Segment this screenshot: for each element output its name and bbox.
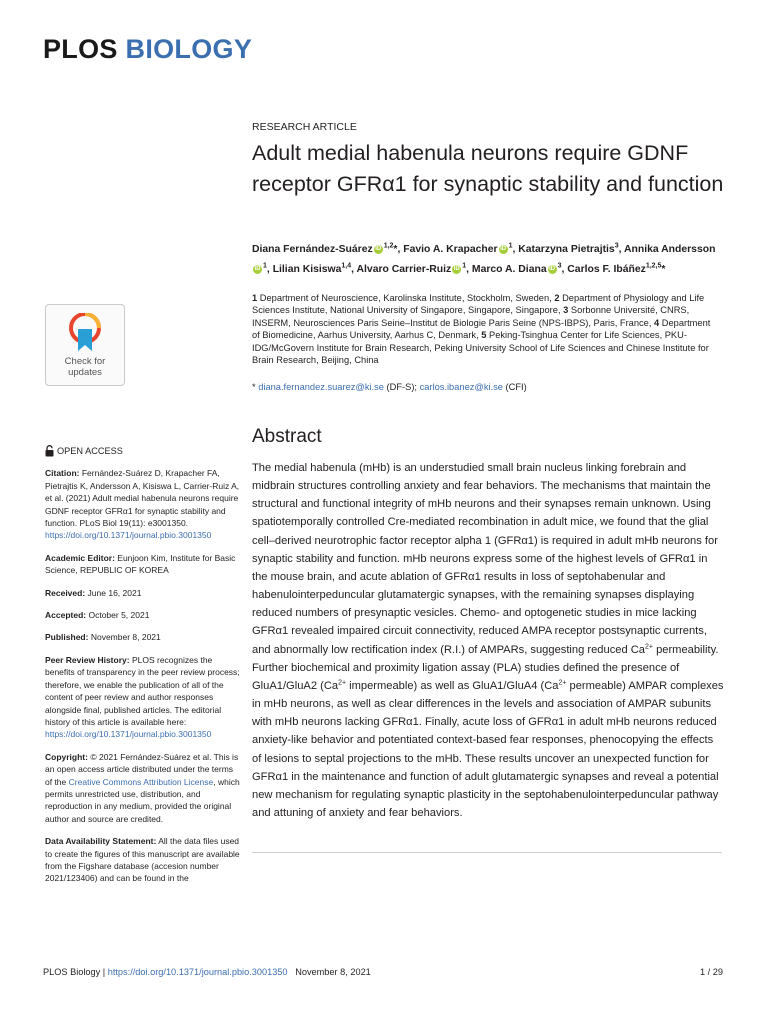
orcid-icon[interactable]: iD: [254, 265, 261, 272]
copyright: Copyright: © 2021 Fernández-Suárez et al. This is an open access article distributed under the terms of the Creative Commons Attribution License, which permits unrestricted use, distribution, and reproduction in any medium, provided the original author and source are credited.: [45, 751, 240, 824]
article-type: RESEARCH ARTICLE: [252, 121, 357, 133]
email-link[interactable]: diana.fernandez.suarez@ki.se: [258, 382, 384, 392]
orcid-icon[interactable]: iD: [453, 265, 460, 272]
footer-citation: PLOS Biology | https://doi.org/10.1371/journal.pbio.3001350 November 8, 2021: [43, 967, 371, 977]
footer-doi-link[interactable]: https://doi.org/10.1371/journal.pbio.3001350: [107, 967, 288, 977]
page-number: 1 / 29: [700, 967, 723, 977]
author: Diana Fernández-Suárez iD $^{1,2}$*,: [252, 243, 404, 256]
badge-label: Check for updates: [64, 356, 106, 378]
orcid-icon[interactable]: iD: [375, 246, 382, 253]
open-access-label: OPEN ACCESS: [45, 445, 241, 457]
doi-link[interactable]: https://doi.org/10.1371/journal.pbio.3001350: [45, 530, 212, 541]
author: Lilian Kisiswa$^{1,4}$,: [272, 262, 357, 275]
author-list: [252, 239, 722, 278]
bookmark-ribbon-icon: [68, 313, 102, 353]
author: Carlos F. Ibáñez$^{1,2,5}$*: [567, 262, 666, 275]
affiliation-text: Peking-Tsinghua Center for Life Sciences, PKU-IDG/McGovern Institute for Brain Research, Peking University School of Life Sciences and Chinese Institute for Brain Research, Beijing, China: [252, 330, 709, 366]
author: Alvaro Carrier-Ruiz iD $^1$,: [356, 262, 472, 275]
data-availability: Data Availability Statement: All the data files used to create the figures of this manuscript are available from the Figshare database (accesion number 2021/123406) and can be found in the: [45, 836, 240, 884]
orcid-icon[interactable]: iD: [500, 246, 507, 253]
affiliations: [252, 292, 720, 366]
affiliation-number: 5: [481, 330, 487, 341]
license-link[interactable]: Creative Commons Attribution License: [68, 776, 214, 787]
affiliation-number: 3: [563, 305, 569, 316]
email-link[interactable]: carlos.ibanez@ki.se: [419, 382, 503, 392]
logo-biology: BIOLOGY: [125, 34, 253, 64]
correspondence: * diana.fernandez.suarez@ki.se (DF-S); carlos.ibanez@ki.se (CFI): [252, 382, 527, 392]
affiliation-number: 2: [554, 293, 560, 303]
published-date: Published: November 8, 2021: [45, 632, 161, 643]
citation: Citation: Fernández-Suárez D, Krapacher FA, Pietrajtis K, Andersson A, Kisiswa L, Carrier-Ruiz A, et al. (2021) Adult medial habenula neurons require GDNF receptor GFRα1 for synaptic stability and function. PLoS Biol 19(11): e3001350. https://doi.org/10.1371/journal.pbio.3001350: [45, 468, 240, 541]
author: Favio A. Krapacher iD $^1$,: [403, 243, 519, 256]
abstract-text: The medial habenula (mHb) is an understudied small brain nucleus linking forebrain and midbrain structures controlling anxiety and fear behaviors. The mechanisms that maintain the structural and functional integrity of mHb neurons and their synapses remain unknown. Using spatiotemporally controlled Cre-mediated recombination in adult mice, we found that the glial cell–derived neurotrophic factor receptor alpha 1 (GFRα1) is required in adult mHb neurons for synaptic stability and function. mHb neurons express some of the highest levels of GFRα1 in the mouse brain, and acute ablation of GFRα1 results in loss of septohabenular and habenulointerpeduncular glutamatergic synapses, with the remaining synapses displaying reduced numbers of presynaptic vesicles. Chemo- and optogenetic studies in mice lacking GFRα1 revealed impaired circuit connectivity, reduced AMPA receptor postsynaptic currents, and abnormally low rectification index (R.I.) of AMPARs, suggesting reduced $Ca^{2+}$ permeability. Further biochemical and proximity ligation assay (PLA) studies defined the presence of GluA1/GluA2 ($Ca^{2+}$ impermeable) as well as GluA1/GluA4 ($Ca^{2+}$ permeable) AMPAR complexes in mHb neurons, as well as clear differences in the levels and association of AMPAR subunits with mHb neurons lacking GFRα1. Finally, acute loss of GFRα1 in adult mHb neurons reduced anxiety-like behavior and potentiated context-based fear responses, phenocopying the effects of lesions to septal projections to the mHb. These results uncover an unexpected function for GFRα1 in the maintenance and function of adult glutamatergic synapses and reveal a potential new mechanism for regulating synaptic plasticity in the septohabenulointerpeduncular pathway and attuning of anxiety and fear behaviors.: [252, 462, 724, 819]
author: Katarzyna Pietrajtis$^3$,: [518, 243, 625, 256]
author: Marco A. Diana iD $^3$,: [471, 262, 568, 275]
check-for-updates-badge[interactable]: [45, 304, 125, 386]
affiliation-text: Department of Neuroscience, Karolinska Institute, Stockholm, Sweden,: [259, 293, 552, 303]
affiliation-number: 4: [654, 317, 660, 328]
orcid-icon[interactable]: iD: [549, 265, 556, 272]
peer-review-history: Peer Review History: PLOS recognizes the benefits of transparency in the peer review process; therefore, we enable the publication of all of the content of peer review and author responses alongside final, published articles. The editorial history of this article is available here: https://doi.org/10.1371/journal.pbio.3001350: [45, 654, 240, 740]
received-date: Received: June 16, 2021: [45, 587, 142, 598]
article-title: Adult medial habenula neurons require GDNF receptor GFRα1 for synaptic stability and function: [252, 141, 724, 196]
author: Annika AnderssoniD $^1$,: [254, 244, 716, 275]
logo-plos: PLOS: [43, 34, 118, 64]
affiliation-text: Department of Physiology and Life Sciences Institute, National University of Singapore, Singapore, Singapore,: [252, 293, 705, 316]
peer-review-link[interactable]: https://doi.org/10.1371/journal.pbio.3001350: [45, 729, 212, 740]
accepted-date: Accepted: October 5, 2021: [45, 610, 150, 621]
article-info-sidebar: [45, 445, 241, 895]
academic-editor: Academic Editor: Eunjoon Kim, Institute for Basic Science, REPUBLIC OF KOREA: [45, 552, 236, 576]
affiliation-text: Department of Biomedicine, Aarhus University, Aarhus C, Denmark,: [252, 317, 711, 341]
affiliation-text: Sorbonne Université, CNRS, INSERM, Neurosciences Paris Seine–Institut de Biologie Paris Seine (NPS-IBPS), Paris, France,: [252, 305, 690, 328]
journal-logo: [43, 36, 252, 63]
affiliation-number: 1: [252, 293, 258, 303]
open-lock-icon: [45, 445, 54, 457]
section-divider: [252, 852, 722, 853]
abstract-heading: Abstract: [252, 426, 322, 447]
